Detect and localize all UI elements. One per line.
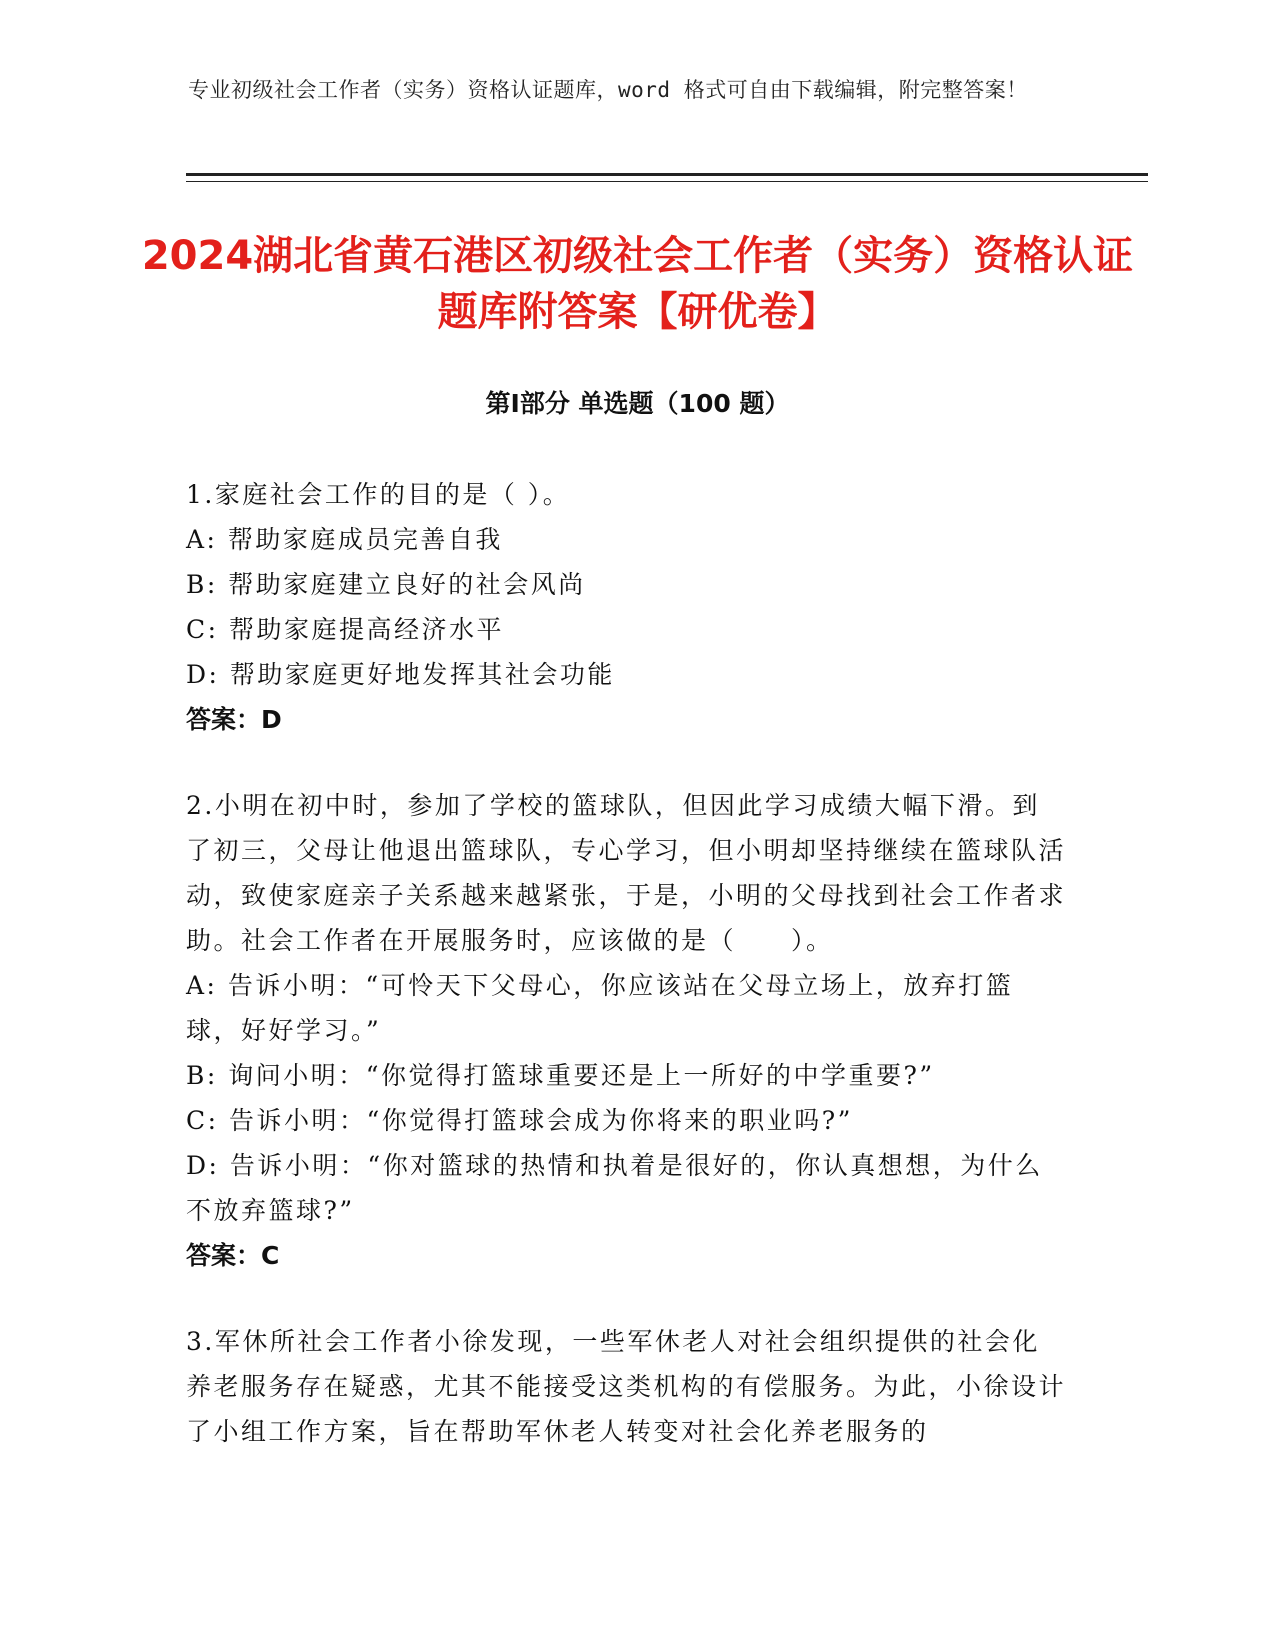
option-b: B: 询问小明：“你觉得打篮球重要还是上一所好的中学重要?” bbox=[186, 1061, 935, 1090]
question-3 bbox=[186, 1319, 1066, 1454]
question-stem: 3.军休所社会工作者小徐发现，一些军休老人对社会组织提供的社会化养老服务存在疑惑，尤其不能接受这类机构的有偿服务。为此，小徐设计了小组工作方案，旨在帮助军休老人转变对社会化养老服务的 bbox=[186, 1327, 1067, 1446]
option-d: D: 告诉小明：“你对篮球的热情和执着是很好的，你认真想想，为什么不放弃篮球?” bbox=[186, 1151, 1043, 1225]
question-2 bbox=[186, 783, 1066, 1278]
header-note: 专业初级社会工作者（实务）资格认证题库，word 格式可自由下载编辑，附完整答案！ bbox=[188, 78, 1028, 102]
option-d: D: 帮助家庭更好地发挥其社会功能 bbox=[186, 660, 615, 689]
answer-line: 答案：D bbox=[186, 705, 282, 734]
option-c: C: 帮助家庭提高经济水平 bbox=[186, 615, 504, 644]
option-a: A: 帮助家庭成员完善自我 bbox=[186, 525, 503, 554]
question-stem: 1.家庭社会工作的目的是（ ）。 bbox=[186, 480, 571, 509]
option-c: C: 告诉小明：“你觉得打篮球会成为你将来的职业吗?” bbox=[186, 1106, 853, 1135]
option-a: A: 告诉小明：“可怜天下父母心，你应该站在父母立场上，放弃打篮球，好好学习。” bbox=[186, 971, 1014, 1045]
question-list bbox=[186, 472, 1066, 1495]
question-stem: 2.小明在初中时，参加了学校的篮球队，但因此学习成绩大幅下滑。到了初三，父母让他退出篮球队，专心学习，但小明却坚持继续在篮球队活动，致使家庭亲子关系越来越紧张，于是，小明的父母找到社会工作者求助。社会工作者在开展服务时，应该做的是（ ）。 bbox=[186, 791, 1067, 955]
section-heading: 第Ⅰ部分 单选题（100 题） bbox=[485, 389, 790, 418]
document-title: 2024湖北省黄石港区初级社会工作者（实务）资格认证题库附答案【研优卷】 bbox=[141, 233, 1134, 335]
header-divider-thin bbox=[186, 181, 1148, 182]
answer-line: 答案：C bbox=[186, 1241, 280, 1270]
question-1 bbox=[186, 472, 1066, 742]
option-b: B: 帮助家庭建立良好的社会风尚 bbox=[186, 570, 586, 599]
header-divider-thick bbox=[186, 173, 1148, 176]
